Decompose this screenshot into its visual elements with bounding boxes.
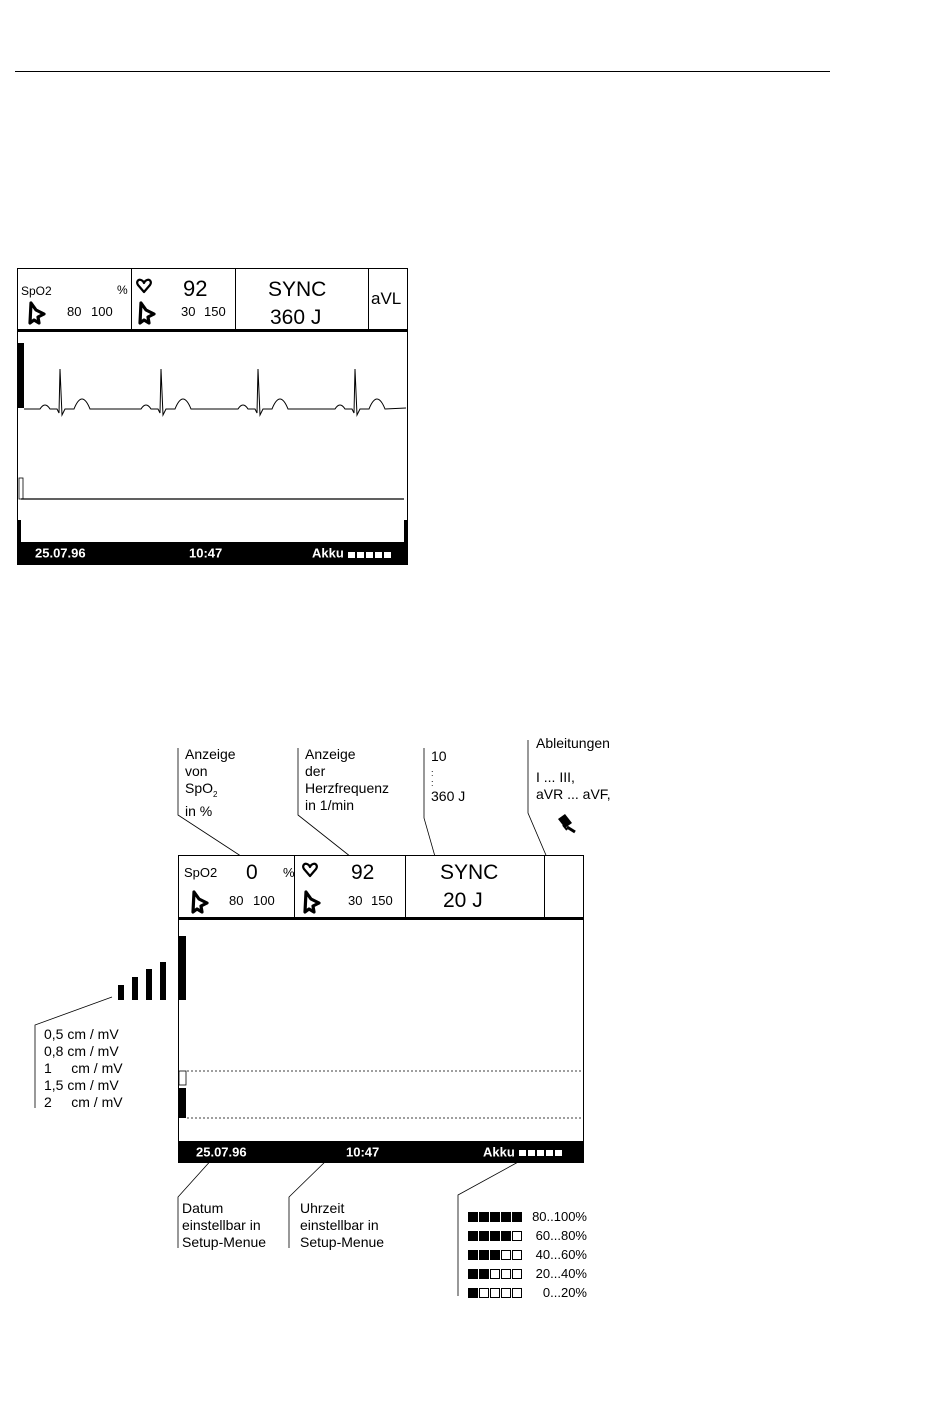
gain-marker — [179, 936, 186, 1000]
battery-bars — [519, 1144, 564, 1159]
battery-segment — [479, 1212, 489, 1222]
battery-segment — [490, 1212, 500, 1222]
annotation-time — [300, 1200, 384, 1251]
battery-segment — [479, 1288, 489, 1298]
mode-label: SYNC — [268, 278, 327, 301]
battery-legend-row — [468, 1227, 587, 1243]
battery-segment — [512, 1231, 522, 1241]
annotation-date — [182, 1200, 266, 1251]
battery-segment — [512, 1269, 522, 1279]
battery-legend-row — [468, 1284, 587, 1300]
energy-panel — [405, 856, 545, 917]
battery-segment — [468, 1269, 478, 1279]
annotation-line: aVR ... aVF, — [536, 786, 611, 802]
gain-scale-icon — [118, 953, 180, 1001]
lead-label: aVL — [371, 289, 402, 308]
battery-segment — [501, 1231, 511, 1241]
gain-option: 0,8 cm / mV — [44, 1043, 119, 1059]
battery-legend-label: 80..100% — [532, 1209, 587, 1225]
battery-legend-label: 0...20% — [542, 1285, 587, 1301]
battery-segment — [468, 1250, 478, 1260]
hr-alarm-low: 30 — [348, 893, 363, 908]
hr-alarm-low: 30 — [181, 304, 196, 319]
battery-segment — [490, 1288, 500, 1298]
annotation-line: einstellbar in — [182, 1217, 261, 1233]
energy-value: 360 J — [270, 306, 322, 329]
annotation-line: einstellbar in — [300, 1217, 379, 1233]
battery-segment — [490, 1269, 500, 1279]
battery-segment — [501, 1269, 511, 1279]
spo2-alarm-low: 80 — [229, 893, 244, 908]
battery-segment — [512, 1212, 522, 1222]
spo2-panel — [179, 856, 295, 917]
finger-probe-icon — [190, 890, 210, 914]
date-display: 25.07.96 — [196, 1144, 247, 1159]
battery-segment — [468, 1231, 478, 1241]
annotation-line: Datum — [182, 1200, 224, 1216]
hr-alarm-high: 150 — [204, 304, 226, 319]
annotation-line: Uhrzeit — [300, 1200, 345, 1216]
annotation-line: in 1/min — [305, 797, 355, 813]
annotation-line: Setup-Menue — [182, 1234, 267, 1250]
battery-segment — [501, 1250, 511, 1260]
spo2-label: SpO2 — [184, 865, 218, 880]
gain-option: 1,5 cm / mV — [44, 1077, 119, 1093]
ecg-area — [179, 920, 583, 1140]
finger-probe-icon — [302, 890, 322, 914]
battery-segment — [490, 1250, 500, 1260]
battery-segment — [512, 1250, 522, 1260]
battery-segment — [479, 1250, 489, 1260]
gain-option: 1 cm / mV — [44, 1060, 123, 1076]
battery-segment — [490, 1231, 500, 1241]
spo2-unit: % — [117, 283, 128, 297]
annotation-line: : — [431, 768, 434, 778]
spo2-alarm-low: 80 — [67, 304, 82, 319]
subscript-text: 2 — [213, 789, 218, 799]
annotation-line: Anzeige — [305, 746, 356, 762]
annotation-line: I ... III, — [536, 769, 575, 785]
annotation-line: von — [185, 763, 208, 779]
battery-label: Akku — [483, 1144, 515, 1159]
battery-segment — [468, 1288, 478, 1298]
annotation-line: Setup-Menue — [300, 1234, 385, 1250]
hr-alarm-high: 150 — [371, 893, 393, 908]
annotation-line: Anzeige — [185, 746, 236, 762]
spo2-label: SpO2 — [21, 284, 52, 298]
battery-legend-label: 20...40% — [535, 1266, 587, 1282]
heart-icon — [302, 862, 318, 878]
battery-segment — [479, 1231, 489, 1241]
battery-segment — [501, 1212, 511, 1222]
heart-rate-value: 92 — [351, 861, 375, 884]
annotation-gain — [44, 1026, 123, 1111]
time-display: 10:47 — [346, 1144, 380, 1159]
battery-segment — [468, 1212, 478, 1222]
battery-legend-row — [468, 1265, 587, 1281]
annotation-line: 10 — [431, 748, 447, 764]
annotation-line: der — [305, 763, 326, 779]
battery-legend-row — [468, 1246, 587, 1262]
battery-segment — [501, 1288, 511, 1298]
gain-option: 0,5 cm / mV — [44, 1026, 119, 1042]
battery-legend-label: 60...80% — [535, 1228, 587, 1244]
annotation-line: Herzfrequenz — [305, 780, 390, 796]
battery-legend-row — [468, 1208, 587, 1224]
spo2-unit: % — [283, 865, 295, 880]
battery-segment — [479, 1269, 489, 1279]
monitor-display-2 — [178, 855, 584, 1163]
battery-display — [483, 1144, 515, 1159]
heart-rate-panel — [294, 856, 406, 917]
spo2-alarm-high: 100 — [91, 304, 113, 319]
gain-option: 2 cm / mV — [44, 1094, 123, 1110]
lead-panel — [544, 856, 583, 917]
spo2-value: 0 — [246, 861, 258, 884]
date-display: 25.07.96 — [35, 545, 86, 561]
spo2-alarm-high: 100 — [253, 893, 275, 908]
status-bar — [179, 1141, 583, 1162]
heart-rate-value: 92 — [183, 276, 208, 301]
annotation-line: 360 J — [431, 788, 466, 804]
annotation-line: in % — [185, 802, 213, 819]
mode-label: SYNC — [440, 861, 499, 884]
monitor-header — [179, 856, 583, 920]
battery-label: Akku — [312, 545, 344, 561]
annotation-line: : — [431, 778, 434, 788]
battery-legend-label: 40...60% — [535, 1247, 587, 1263]
annotation-text: SpO — [185, 780, 214, 796]
battery-segment — [512, 1288, 522, 1298]
annotation-line: Ableitungen — [536, 735, 610, 751]
time-display: 10:47 — [189, 545, 223, 561]
energy-value: 20 J — [443, 889, 483, 912]
